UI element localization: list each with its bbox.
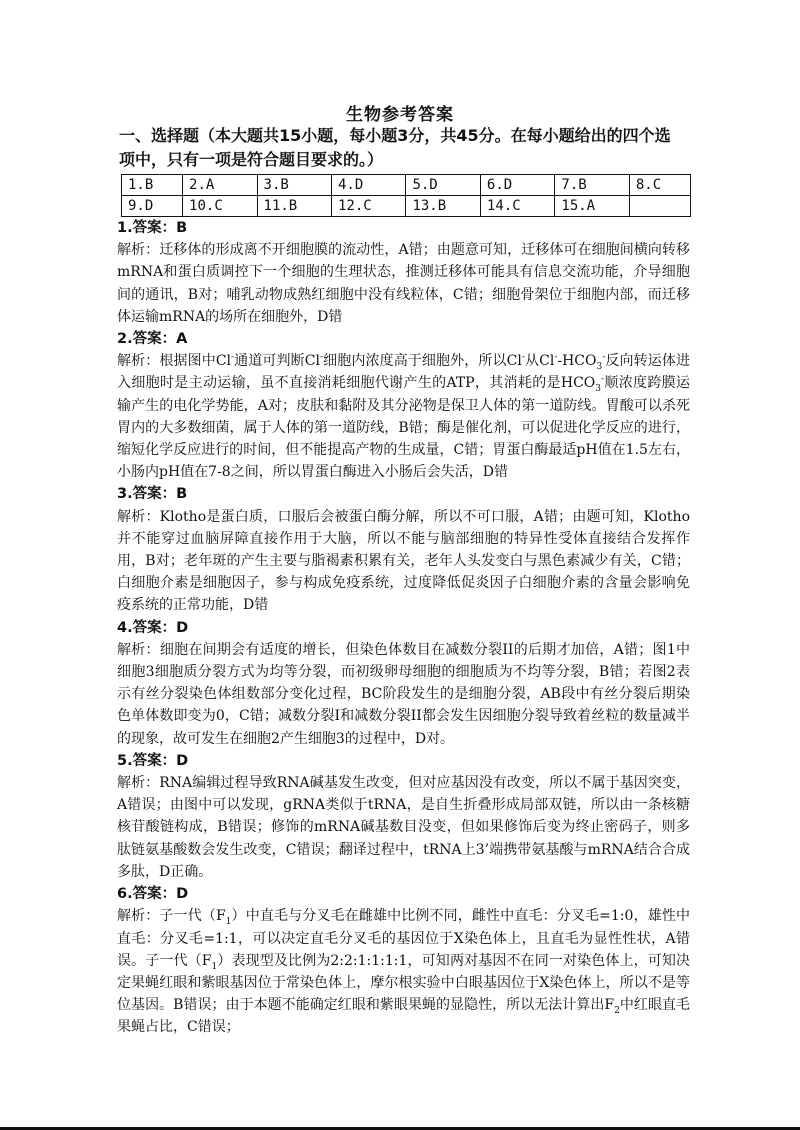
section-heading: 一、选择题（本大题共15小题，每小题3分，共45分。在每小题给出的四个选项中，只有一项是符合题目要求的。） xyxy=(119,126,671,169)
table-cell: 11.B xyxy=(257,196,331,217)
table-cell: 12.C xyxy=(331,196,405,217)
table-cell: 13.B xyxy=(406,196,480,217)
table-cell: 5.D xyxy=(406,175,480,196)
table-cell: 4.D xyxy=(331,175,405,196)
explanations xyxy=(117,217,690,1039)
explanation-4: 解析：细胞在间期会有适度的增长，但染色体数目在减数分裂II的后期才加倍，A错；图1中细胞3细胞质分裂方式为均等分裂，而初级卵母细胞的细胞质为不均等分裂，B错；若图2表示有丝分裂染色体组数部分变化过程，BC阶段发生的是细胞分裂，AB段中有丝分裂后期染色单体数即变为0，C错；减数分裂I和减数分裂II都会发生因细胞分裂导致着丝粒的数量减半的现象，故可发生在细胞2产生细胞3的过程中，D对。 xyxy=(117,641,690,747)
answer-heading-5: 5.答案：D xyxy=(117,752,189,769)
table-cell: 15.A xyxy=(555,196,629,217)
table-row xyxy=(122,196,691,217)
answer-table xyxy=(121,174,691,217)
table-cell: 1.B xyxy=(122,175,183,196)
explanation-6: 解析：子一代$(F_1)$中直毛与分叉毛在雌雄中比例不同，雌性中直毛：分叉毛=1:0，雄性中直毛：分叉毛=1:1，可以决定直毛分叉毛的基因位于X染色体上，且直毛为显性性状，A错误。子一代$(F_1)$表现型及比例为2:2:1:1:1:1，可知两对基因不在同一对染色体上，可知决定果蝇红眼和紫眼基因位于常染色体上，摩尔根实验中白眼基因位于X染色体上，所以不是等位基因。B错误；由于本题不能确定红眼和紫眼果蝇的显隐性，所以无法计算出$F_2$中红眼直毛果蝇占比，C错误； xyxy=(117,908,691,1036)
explanation-1: 解析：迁移体的形成离不开细胞膜的流动性，A错；由题意可知，迁移体可在细胞间横向转移mRNA和蛋白质调控下一个细胞的生理状态，推测迁移体可能具有信息交流功能，介导细胞间的通讯，B对；哺乳动物成熟红细胞中没有线粒体，C错；细胞骨架位于细胞内部，而迁移体运输mRNA的场所在细胞外，D错 xyxy=(117,242,690,325)
answer-heading-1: 1.答案：B xyxy=(117,220,188,236)
table-cell: 2.A xyxy=(183,175,257,196)
answer-heading-4: 4.答案：D xyxy=(117,619,189,636)
answer-heading-3: 3.答案：B xyxy=(117,486,188,503)
explanation-5: 解析：RNA编辑过程导致RNA碱基发生改变，但对应基因没有改变，所以不属于基因突变，A错误；由图中可以发现，gRNA类似于tRNA，是自生折叠形成局部双链，所以由一条核糖核苷酸链构成，B错误；修饰的mRNA碱基数目没变，但如果修饰后变为终止密码子，则多肽链氨基酸数会发生改变，C错误；翻译过程中，tRNA上3’端携带氨基酸与mRNA结合合成多肽，D正确。 xyxy=(117,775,690,880)
table-cell: 3.B xyxy=(257,175,331,196)
table-cell: 14.C xyxy=(480,196,554,217)
answer-heading-6: 6.答案：D xyxy=(117,886,189,903)
table-cell: 9.D xyxy=(122,196,183,217)
answer-heading-2: 2.答案：A xyxy=(117,331,188,348)
explanation-3: 解析：Klotho是蛋白质，口服后会被蛋白酶分解，所以不可口服，A错；由题可知，Klotho并不能穿过血脑屏障直接作用于大脑，所以不能与脑部细胞的特异性受体直接结合发挥作用，B对；老年斑的产生主要与脂褐素积累有关，老年人头发变白与黑色素减少有关，C错；白细胞介素是细胞因子，参与构成免疫系统，过度降低促炎因子白细胞介素的含量会影响免疫系统的正常功能，D错 xyxy=(117,508,690,614)
table-cell: 8.C xyxy=(629,175,690,196)
page-title: 生物参考答案 xyxy=(346,105,454,125)
table-row xyxy=(122,175,691,196)
table-cell: 7.B xyxy=(555,175,629,196)
table-cell xyxy=(629,196,690,217)
table-cell: 6.D xyxy=(480,175,554,196)
table-cell: 10.C xyxy=(183,196,257,217)
explanation-2: 解析：根据图中Cl-通道可判断Cl-细胞内浓度高于细胞外，所以Cl-从$Cl^--HCO_3^-$反向转运体进入细胞时是主动运输，虽不直接消耗细胞代谢产生的ATP，其消耗的是$HCO_3^-$顺浓度跨膜运输产生的电化学势能，A对；皮肤和黏附及其分泌物是保卫人体的第一道防线。胃酸可以杀死胃内的大多数细菌，属于人体的第一道防线，B错；酶是催化剂，可以促进化学反应的进行，缩短化学反应进行的时间，但不能提高产物的生成量，C错；胃蛋白酶最适pH值在1.5左右，小肠内pH值在7-8之间，所以胃蛋白酶进入小肠后会失活，D错 xyxy=(117,352,690,481)
